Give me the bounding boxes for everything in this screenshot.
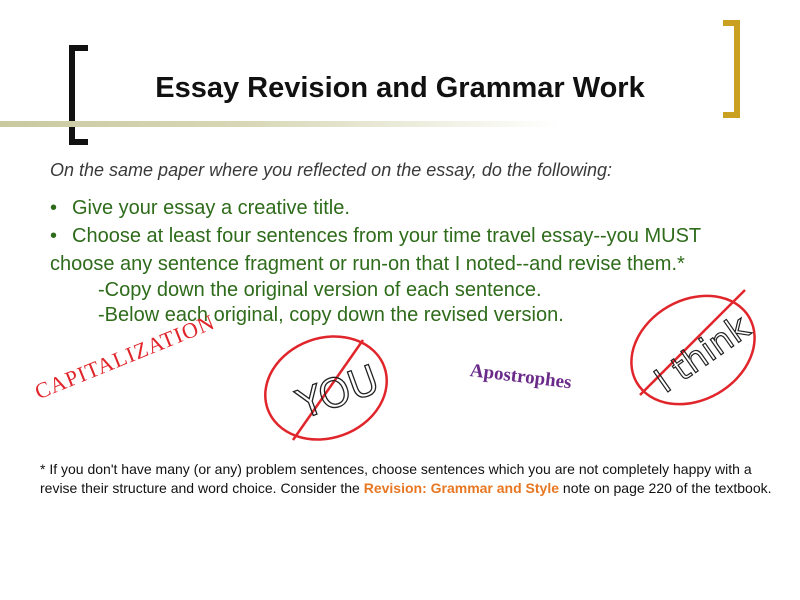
bullet-text: Give your essay a creative title. (72, 197, 350, 219)
bullet-item (50, 197, 350, 220)
footnote-highlight: Revision: Grammar and Style (363, 480, 560, 496)
bullet-text: Choose at least four sentences from your time travel essay--you MUST (72, 225, 702, 247)
bullet-continuation: choose any sentence fragment or run-on that I noted--and revise them.* (50, 253, 685, 275)
sub-item: -Copy down the original version of each sentence. (98, 279, 542, 301)
you-crossed-icon (255, 330, 400, 445)
bullet-dot-icon: • (50, 225, 58, 247)
footnote-text: * If you don't have many (or any) problem sentences, choose sentences which you are not completely happy with a revise their structure and word choice. Consider the (40, 461, 752, 496)
capitalization-label: CAPITALIZATION (31, 309, 219, 405)
footnote (40, 460, 780, 498)
bullet-item (50, 225, 701, 248)
apostrophes-label: Apostrophes (468, 360, 573, 394)
you-handwritten: YOU (291, 356, 386, 429)
footnote-text-end: note on page 220 of the textbook. (559, 480, 772, 496)
page-title: Essay Revision and Grammar Work (155, 72, 645, 104)
i-think-crossed-icon (615, 280, 770, 420)
bullet-dot-icon: • (50, 197, 58, 219)
left-bracket (60, 40, 100, 150)
sub-item: -Below each original, copy down the revised version. (98, 304, 564, 326)
i-think-handwritten: I think (647, 307, 758, 402)
right-bracket (715, 15, 755, 125)
title-underline (0, 121, 560, 127)
instructions-subtitle: On the same paper where you reflected on the essay, do the following: (50, 160, 612, 180)
